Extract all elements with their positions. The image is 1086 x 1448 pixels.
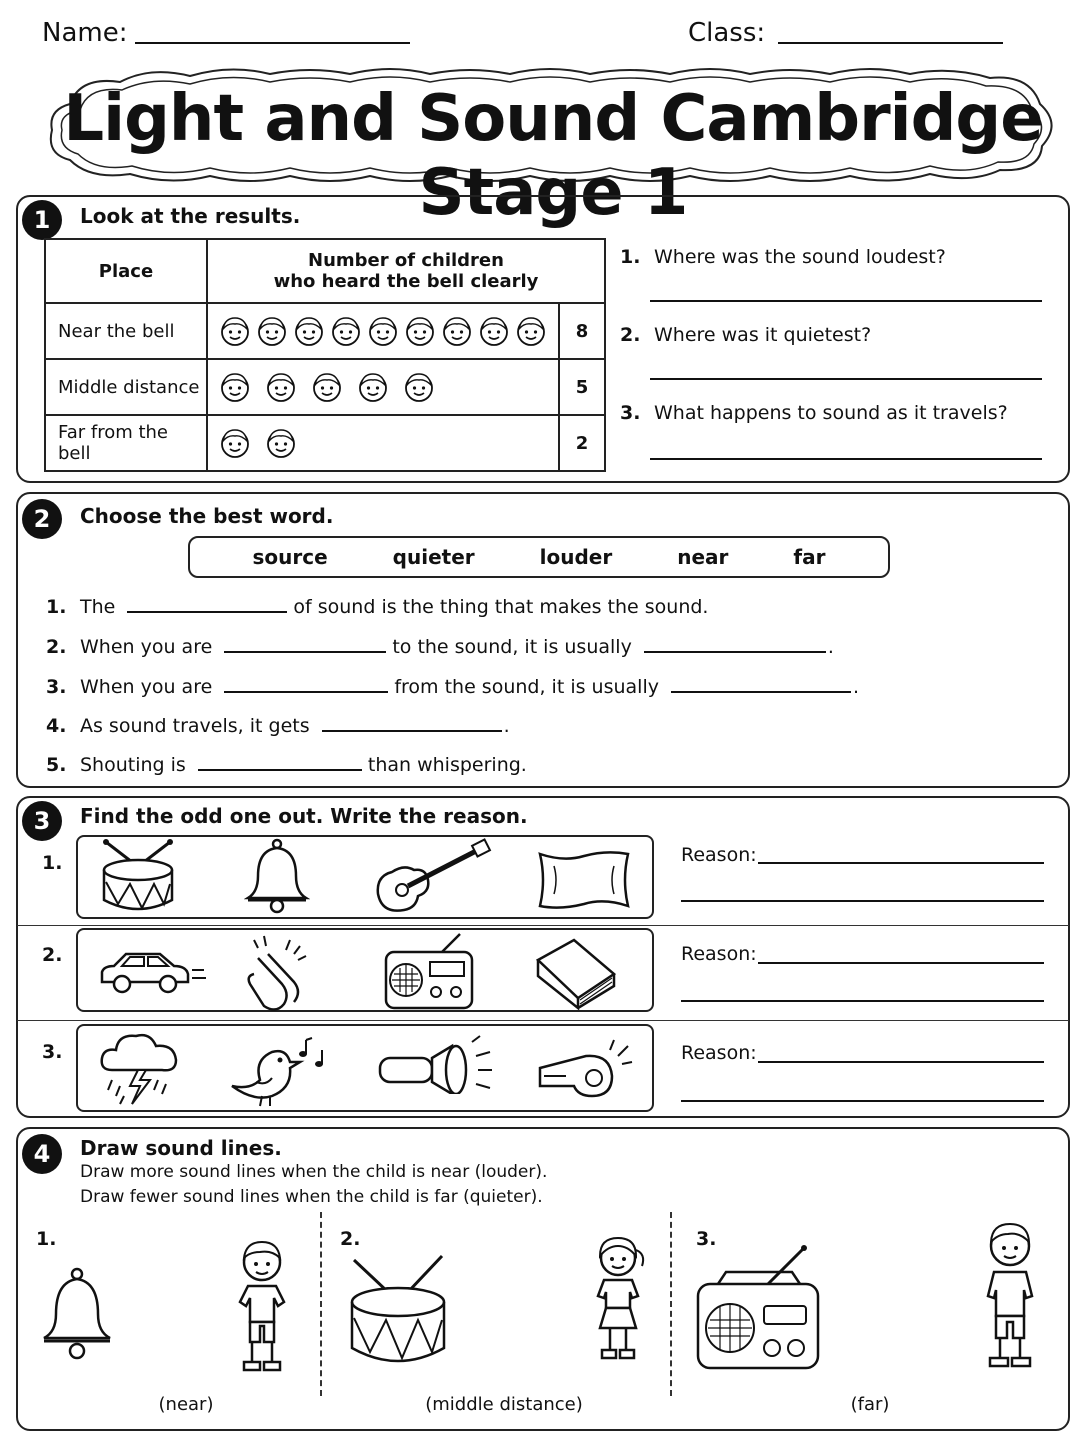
child-face-icon [219,371,251,403]
section-4-title: Draw sound lines. [80,1136,282,1160]
fill-blank[interactable] [224,633,386,653]
word-near: near [677,545,729,569]
panel-caption: (near) [158,1394,214,1415]
results-table [44,238,606,472]
reason-line[interactable] [758,962,1044,964]
sentence-text: . [827,636,834,658]
row-divider [17,925,1069,926]
reason-line[interactable] [758,1061,1044,1063]
reason-line[interactable] [681,1000,1044,1002]
child-face-icon [219,427,251,459]
whistle-icon[interactable] [536,1038,636,1098]
question-text: What happens to sound as it travels? [654,402,1008,424]
car-icon[interactable] [98,948,208,998]
sentence-text: Shouting is [80,754,186,776]
section-2-title: Choose the best word. [80,504,334,528]
child-face-icon [404,315,436,347]
sentence-number: 2. [46,636,67,658]
child-face-icon [515,315,547,347]
row-divider [17,1020,1069,1021]
panel-divider [670,1212,672,1396]
child-face-icon [403,371,435,403]
sentence-text: to the sound, it is usually [392,636,632,658]
reason-label: Reason: [681,943,757,965]
children-header-line1: Number of children [308,250,504,271]
reason-line[interactable] [681,1100,1044,1102]
section-1-number: 1 [22,200,62,240]
sentence-text: from the sound, it is usually [394,676,659,698]
child-face-icon [265,427,297,459]
sentence-2 [46,633,834,658]
fill-blank[interactable] [322,712,502,732]
sentence-number: 3. [46,676,67,698]
question-number: 3. [620,402,641,424]
answer-line[interactable] [650,458,1042,460]
faces-row [209,427,557,459]
fill-blank[interactable] [644,633,826,653]
answer-line[interactable] [650,378,1042,380]
sentence-text: of sound is the thing that makes the sound. [293,596,709,618]
table-row [45,303,605,359]
class-label: Class: [688,18,766,48]
child-face-icon [441,315,473,347]
faces-cell [207,303,559,359]
fill-blank[interactable] [127,593,287,613]
word-far: far [793,545,826,569]
torch-icon[interactable] [376,1034,496,1094]
s1-question-1 [620,246,946,268]
child-girl-icon [588,1234,648,1364]
sentence-text: The [80,596,116,618]
question-number: 1. [620,246,641,268]
count-cell: 2 [559,415,605,471]
fill-blank[interactable] [671,673,851,693]
sentence-text: . [853,676,860,698]
thunder-cloud-icon[interactable] [98,1030,180,1108]
child-boy-icon [232,1238,292,1374]
bell-icon [40,1266,114,1366]
odd-row-number: 1. [42,852,63,874]
s1-question-3 [620,402,1008,424]
table-row [45,415,605,471]
singing-bird-icon[interactable] [226,1030,330,1110]
child-face-icon [357,371,389,403]
class-field[interactable] [778,42,1003,44]
word-source: source [252,545,328,569]
place-cell: Far from the bell [45,415,207,471]
panel-caption: (far) [850,1394,890,1415]
instruction-line-1: Draw more sound lines when the child is near (louder). [80,1162,548,1182]
fill-blank[interactable] [224,673,388,693]
sentence-text: When you are [80,636,213,658]
reason-label: Reason: [681,1042,757,1064]
guitar-icon[interactable] [374,838,494,916]
reason-line[interactable] [758,862,1044,864]
faces-row [209,371,557,403]
name-field[interactable] [135,42,410,44]
clapping-hands-icon[interactable] [244,934,314,1014]
page-title: Light and Sound Cambridge Stage 1 [63,82,1043,230]
sentence-number: 5. [46,754,67,776]
panel-divider [320,1212,322,1396]
child-face-icon [330,315,362,347]
place-header: Place [45,239,207,303]
child-face-icon [256,315,288,347]
child-face-icon [311,371,343,403]
child-face-icon [478,315,510,347]
name-label: Name: [42,18,128,48]
child-face-icon [293,315,325,347]
instruction-line-2: Draw fewer sound lines when the child is far (quieter). [80,1187,543,1207]
sentence-5 [46,751,527,776]
sentence-text: When you are [80,676,213,698]
question-text: Where was it quietest? [654,324,872,346]
radio-icon [696,1244,822,1372]
radio-icon[interactable] [382,932,476,1012]
sentence-text: . [503,715,510,737]
place-cell: Near the bell [45,303,207,359]
faces-cell [207,359,559,415]
sentence-1 [46,593,708,618]
reason-label: Reason: [681,844,757,866]
count-cell: 8 [559,303,605,359]
faces-cell [207,415,559,471]
children-header [207,239,605,303]
pillow-icon[interactable] [534,846,634,914]
odd-row-number: 3. [42,1041,63,1063]
count-cell: 5 [559,359,605,415]
panel-number: 2. [340,1228,361,1250]
sentence-4 [46,712,510,737]
section-1-title: Look at the results. [80,204,301,228]
question-number: 2. [620,324,641,346]
sentence-text: As sound travels, it gets [80,715,310,737]
section-4-number: 4 [22,1134,62,1174]
child-boy-icon [980,1220,1040,1372]
bell-icon[interactable] [244,838,310,914]
panel-caption: (middle distance) [425,1394,583,1415]
drum-icon [348,1252,448,1370]
drum-icon[interactable] [98,838,178,916]
place-cell: Middle distance [45,359,207,415]
reason-line[interactable] [681,900,1044,902]
panel-number: 1. [36,1228,57,1250]
children-header-line2: who heard the bell clearly [273,271,539,292]
odd-row-number: 2. [42,944,63,966]
child-face-icon [219,315,251,347]
table-row [45,359,605,415]
sentence-3 [46,673,859,698]
book-icon[interactable] [534,938,618,1010]
word-quieter: quieter [392,545,475,569]
section-3-title: Find the odd one out. Write the reason. [80,804,528,828]
sentence-number: 1. [46,596,67,618]
question-text: Where was the sound loudest? [654,246,946,268]
fill-blank[interactable] [198,751,362,771]
section-3-number: 3 [22,801,62,841]
answer-line[interactable] [650,300,1042,302]
section-2-number: 2 [22,499,62,539]
panel-number: 3. [696,1228,717,1250]
sentence-text: than whispering. [367,754,527,776]
child-face-icon [265,371,297,403]
child-face-icon [367,315,399,347]
word-louder: louder [539,545,613,569]
faces-row [209,315,557,347]
s1-question-2 [620,324,871,346]
word-bank [188,536,890,578]
sentence-number: 4. [46,715,67,737]
